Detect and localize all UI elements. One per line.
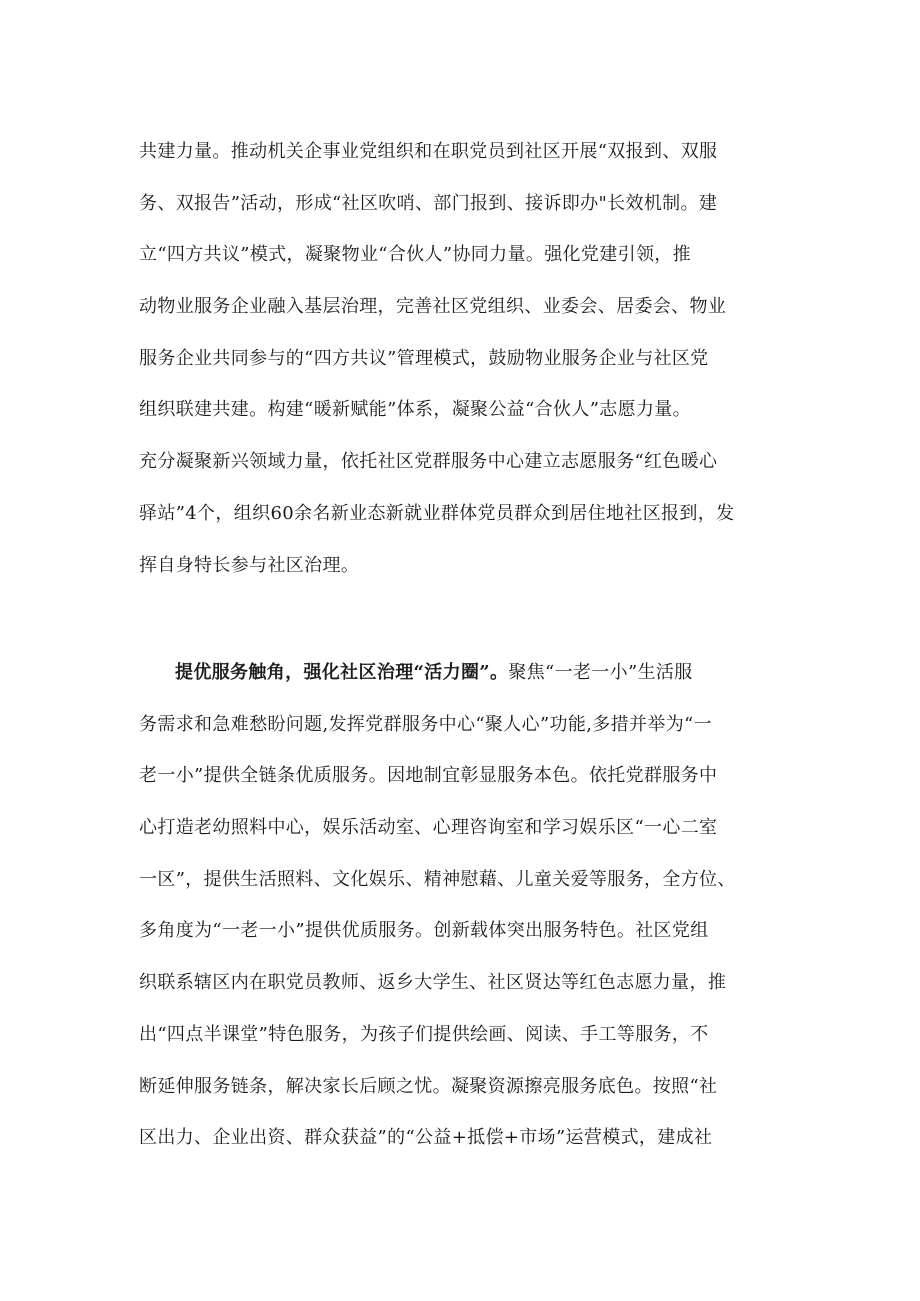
paragraph-party-building <box>139 126 799 591</box>
text-line: 挥自身特长参与社区治理。 <box>139 554 360 576</box>
text-line: 断延伸服务链条，解决家长后顾之忧。凝聚资源擦亮服务底色。按照“社 <box>139 1075 718 1097</box>
text-line: 共建力量。推动机关企事业党组织和在职党员到社区开展“双报到、双服 <box>139 141 718 162</box>
text-line: 出“四点半课堂”特色服务，为孩子们提供绘画、阅读、手工等服务，不 <box>139 1023 709 1045</box>
text-line: 多角度为“一老一小”提供优质服务。创新载体突出服务特色。社区党组 <box>139 920 709 942</box>
text-line: 老一小”提供全链条优质服务。因地制宜彰显服务本色。依托党群服务中 <box>139 765 718 787</box>
text-line: 心打造老幼照料中心，娱乐活动室、心理咨询室和学习娱乐区“一心二室 <box>139 817 718 839</box>
text-line: 服务企业共同参与的“四方共议”管理模式，鼓励物业服务企业与社区党 <box>139 347 709 369</box>
text-line: 立“四方共议”模式，凝聚物业“合伙人”协同力量。强化党建引领，推 <box>139 244 692 266</box>
text-line: 动物业服务企业融入基层治理，完善社区党组织、业委会、居委会、物业 <box>139 296 727 318</box>
text-line: 织联系辖区内在职党员教师、返乡大学生、社区贤达等红色志愿力量，推 <box>139 972 727 994</box>
paragraph-service-reach <box>139 647 799 1164</box>
text-line: 务、双报告”活动，形成“社区吹哨、部门报到、接诉即办"长效机制。建 <box>139 192 718 214</box>
text-line-rest: 聚焦“一老一小”生活服 <box>508 662 693 683</box>
text-line: 一区”，提供生活照料、文化娱乐、精神慰藉、儿童关爱等服务，全方位、 <box>139 868 736 890</box>
text-line: 组织联建共建。构建“暖新赋能”体系，凝聚公益“合伙人”志愿力量。 <box>139 399 692 421</box>
text-line-first <box>139 647 799 699</box>
text-line: 驿站”4个，组织60余名新业态新就业群体党员群众到居住地社区报到，发 <box>139 502 735 524</box>
text-line: 充分凝聚新兴领域力量，依托社区党群服务中心建立志愿服务“红色暖心 <box>139 451 718 473</box>
paragraph-heading: 提优服务触角，强化社区治理“活力圈”。 <box>175 662 509 683</box>
text-line: 区出力、企业出资、群众获益”的“公益+抵偿+市场”运营模式，建成社 <box>139 1127 713 1149</box>
text-line: 务需求和急难愁盼问题,发挥党群服务中心“聚人心”功能,多措并举为“一 <box>139 713 712 735</box>
